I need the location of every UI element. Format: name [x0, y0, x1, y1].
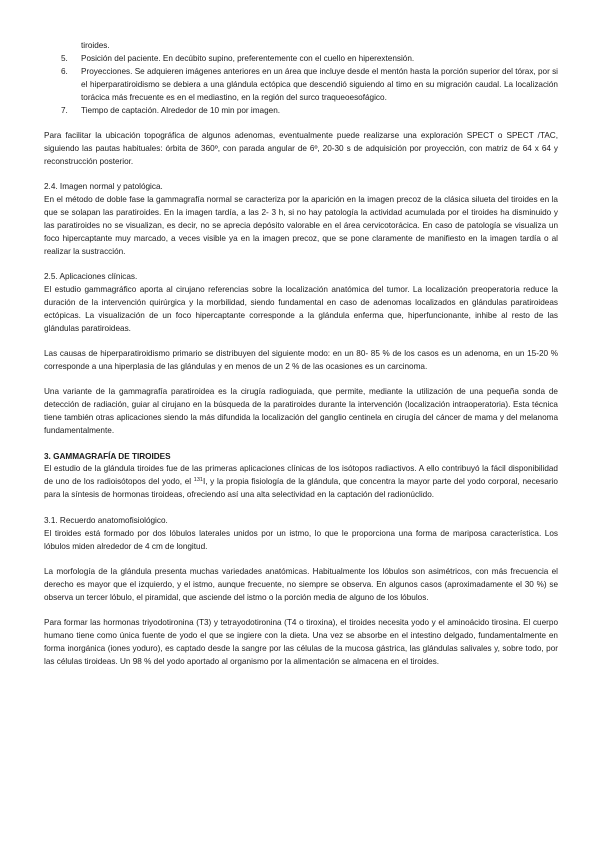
section-heading-3: 3. GAMMAGRAFÍA DE TIROIDES [44, 451, 171, 461]
acquisition-steps-list [44, 40, 558, 117]
causes-paragraph: Las causas de hiperparatiroidismo primario se distribuyen del siguiente modo: en un 80- 85 % de los casos es un adenoma, en un 15-20 % corresponde a una hiperplasia de las glándulas y en menos de un 2 % de las ocasiones es un carcinoma. [44, 349, 558, 372]
item-label: Proyecciones. [81, 66, 133, 76]
section-body-3-1: El tiroides está formado por dos lóbulos laterales unidos por un istmo, lo que le proporciona una forma de mariposa característica. Los lóbulos miden alrededor de 4 cm de longitud. [44, 528, 558, 551]
morphology-paragraph: La morfología de la glándula presenta muchas variedades anatómicas. Habitualmente los lóbulos son asimétricos, con más frecuencia el derecho es mayor que el izquierdo, y el istmo, aunque frecuente, no siempre se observa. En algunos casos (aproximadamente el 30 %) se observa un tercer lóbulo, el piramidal, que asciende del istmo o la porción media de alguno de los lóbulos. [44, 566, 558, 602]
section-body-2-5: El estudio gammagráfico aporta al cirujano referencias sobre la localización anatómica del tumor. La localización preoperatoria reduce la duración de la intervención quirúrgica y la morbilidad, siendo fundamental en caso de adenomas localizados en glándulas paratiroideas ectópicas. La visualización de un foco hipercaptante corresponde a la glándula enferma que, hiperfuncionante, inhibe al resto de las glándulas paratiroideas. [44, 285, 558, 333]
section-heading-3-1: 3.1. Recuerdo anatomofisiológico. [44, 515, 168, 525]
list-item: tiroides. [81, 41, 110, 50]
hormones-paragraph: Para formar las hormonas triyodotironina (T3) y tetrayodotironina (T4 o tiroxina), el tiroides necesita yodo y el aminoácido tirosina. El cuerpo humano tiene como única fuente de yodo el que se ingiere con la dieta. Una vez se absorbe en el intestino delgado, fundamentalmente en forma inorgánica (iones yoduro), es captado desde la sangre por las células de la mucosa gástrica, las glándulas salivales y, sobre todo, por las células tiroideas. Un 98 % del yodo aportado al organismo por la alimentación se almacena en el tiroides. [44, 618, 558, 666]
section-body-2-4: En el método de doble fase la gammagrafía normal se caracteriza por la aparición en la imagen precoz de la clásica silueta del tiroides en la que se solapan las paratiroides. En la imagen tardía, a las 2- 3 h, si no hay patología la actividad acumulada por el tiroides ha disminuido y las paratiroides no se visualizan, es decir, no se aprecia depósito valorable en el área cervicotorácica. En caso de patología se visualiza un foco hipercaptante muy marcado, a veces visible ya en la imagen precoz, que se pone claramente de manifiesto en la imagen tardía o al realizar la sustracción. [44, 195, 558, 256]
section-heading-2-5: 2.5. Aplicaciones clínicas. [44, 272, 138, 282]
list-item: 7. Tiempo de captación. Alrededor de 10 min por imagen. [61, 105, 281, 115]
item-label: Tiempo de captación. [81, 105, 159, 115]
radioguided-paragraph: Una variante de la gammagrafía paratiroidea es la cirugía radioguiada, que permite, mediante la utilización de una pequeña sonda de detección de radiación, guiar al cirujano en la búsqueda de la paratiroides durante la intervención (localización intraoperatoria). Esta técnica tiene también otras aplicaciones siendo la más difundida la localización del ganglio centinela en cirugía del cáncer de mama y del melanoma fundamentalmente. [44, 387, 558, 436]
section-heading-2-4: 2.4. Imagen normal y patológica. [44, 182, 163, 192]
list-item: 6. Proyecciones. Se adquieren imágenes anteriores en un área que incluye desde el mentón hasta la porción superior del tórax, por si el hiperparatiroidismo se debiera a una glándula ectópica que descendió siguiendo al timo en su migración caudal. La localización torácica más frecuente es en el mediastino, en la región del surco traqueoesofágico. [61, 66, 558, 102]
page-content [44, 40, 558, 669]
list-item: 5. Posición del paciente. En decúbito supino, preferentemente con el cuello en hiperextensión. [61, 53, 415, 63]
section-body-3: El estudio de la glándula tiroides fue de las primeras aplicaciones clínicas de los isótopos radiactivos. A ello contribuyó la fácil disponibilidad de uno de los radioisótopos del yodo, el $^{131}$I, y la propia fisiología de la glándula, que concentra la mayor parte del yodo corporal, necesario para la síntesis de hormonas tiroideas, ofreciendo así una alta selectividad en la captación del radionúclido. [44, 464, 558, 500]
item-label: Posición del paciente. [81, 53, 161, 63]
isotope-superscript: 131 [193, 477, 203, 484]
spect-paragraph: Para facilitar la ubicación topográfica de algunos adenomas, eventualmente puede realizarse una exploración SPECT o SPECT /TAC, siguiendo las pautas habituales: órbita de 360º, con parada angular de 6º, 20-30 s de adquisición por proyección, con matriz de 64 x 64 y reconstrucción posterior. [44, 130, 558, 166]
